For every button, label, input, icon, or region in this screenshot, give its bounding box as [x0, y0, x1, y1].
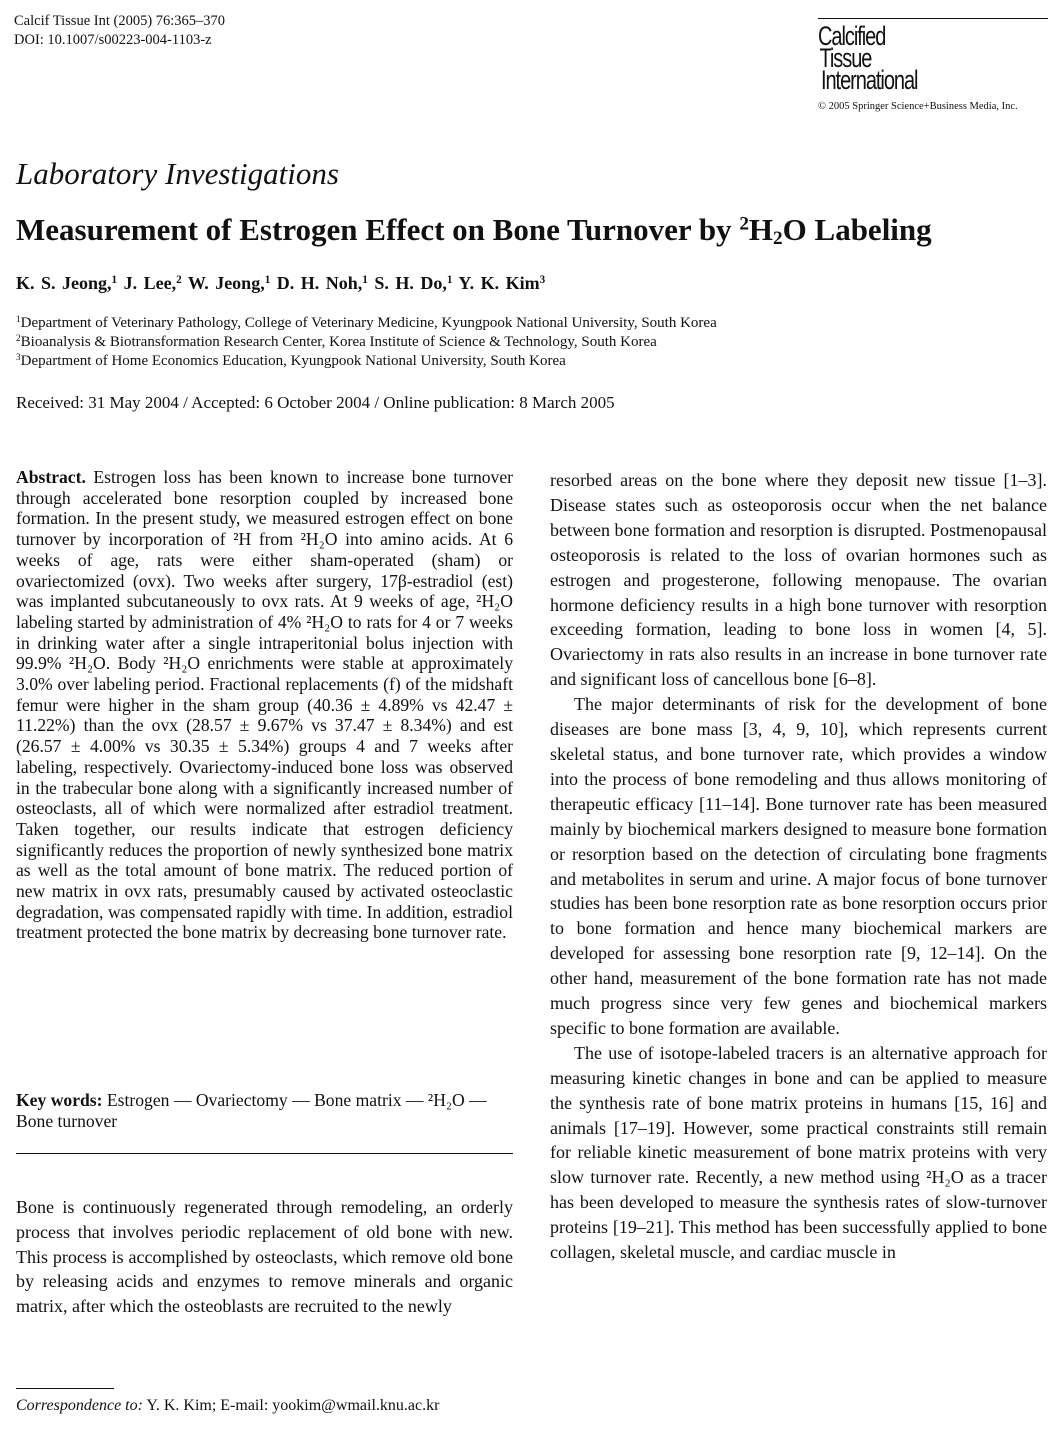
affiliation-text: Bioanalysis & Biotransformation Research Center, Korea Institute of Science & Technology, South Korea: [20, 334, 657, 350]
affiliation: [16, 333, 717, 352]
author-name: S. H. Do,: [374, 273, 447, 293]
author-affiliation-mark: 3: [539, 273, 546, 286]
intro-paragraph: Bone is continuously regenerated through remodeling, an orderly process that involves periodic replacement of old bone with new. This process is accomplished by osteoclasts, which remove old bone by releasing acids and enzymes to remove minerals and organic matrix, after which the osteoblasts are recruited to the newly: [16, 1197, 513, 1317]
right-column: [550, 468, 1047, 1265]
doi-line: DOI: 10.1007/s00223-004-1103-z: [14, 32, 212, 48]
body-paragraph: The use of isotope-labeled tracers is an alternative approach for measuring kinetic changes in bone and can be applied to measure the synthesis rate of bone matrix proteins in humans [15, 16] and animals [17–19]. However, some practical constraints still remain for reliable kinetic measurement of bone matrix proteins with very slow turnover rate. Recently, a new method using ²H₂O as a tracer has been developed to measure the synthesis rates of slow-turnover proteins [19–21]. This method has been successfully applied to bone collagen, skeletal muscle, and cardiac muscle in: [550, 1042, 1047, 1263]
author-name: D. H. Noh,: [276, 273, 363, 293]
copyright-notice: © 2005 Springer Science+Business Media, Inc.: [818, 101, 1018, 112]
title-superscript: 2: [739, 213, 749, 235]
author-name: Y. K. Kim: [458, 273, 540, 293]
citation-line: Calcif Tissue Int (2005) 76:365–370: [14, 13, 226, 29]
section-divider: [16, 1153, 513, 1154]
affiliation: [16, 352, 717, 371]
affiliation-number: 1: [16, 314, 21, 325]
abstract: [16, 467, 513, 943]
correspondence-text: Y. K. Kim; E-mail: yookim@wmail.knu.ac.kr: [146, 1397, 440, 1414]
body-paragraph: resorbed areas on the bone where they deposit new tissue [1–3]. Disease states such as osteoporosis occur when the net balance between bone formation and resorption is disrupted. Postmenopausal osteoporosis is related to the loss of ovarian hormones such as estrogen and progesterone, following menopause. The ovarian hormone deficiency results in a high bone turnover with resorption exceeding formation, leading to bone loss in women [4, 5]. Ovariectomy in rats also results in an increase in bone turnover rate and significant loss of cancellous bone [6–8].: [550, 470, 1047, 690]
footnote-rule: [16, 1388, 114, 1389]
body-paragraph: The major determinants of risk for the development of bone diseases are bone mass [3, 4, 9, 10], which represents current skeletal status, and bone turnover rate, which provides a window into the process of bone remodeling and thus allows monitoring of therapeutic efficacy [11–14]. Bone turnover rate has been measured mainly by biochemical markers designed to measure bone formation or resorption based on the detection of circulating bone fragments and metabolites in serum and urine. A major focus of bone turnover studies has been bone resorption rate as bone resorption occurs prior to bone formation and hence many biochemical markers are developed for assessing bone resorption rate [9, 12–14]. On the other hand, measurement of the bone formation rate has not made much progress since very few genes and biochemical markers specific to bone formation are available.: [550, 694, 1047, 1038]
author-affiliation-mark: 2: [176, 273, 182, 286]
affiliation-text: Department of Veterinary Pathology, College of Veterinary Medicine, Kyungpook National University, South Korea: [20, 315, 717, 331]
correspondence-label: Correspondence to:: [16, 1397, 143, 1414]
keywords-text: Estrogen — Ovariectomy — Bone matrix — ²H₂O — Bone turnover: [16, 1090, 487, 1131]
correspondence-footnote: [16, 1397, 513, 1416]
journal-logo: [818, 18, 1050, 112]
author-name: J. Lee,: [123, 273, 177, 293]
author-list: [16, 273, 545, 294]
author-affiliation-mark: 1: [446, 273, 453, 286]
abstract-text: Estrogen loss has been known to increase bone turnover through accelerated bone resorption coupled by increased bone formation. In the present study, we measured estrogen effect on bone turnover by incorporation of ²H from ²H₂O into amino acids. At 6 weeks of age, rats were either sham-operated (sham) or ovariectomized (ovx). Two weeks after surgery, 17β-estradiol (est) was implanted subcutaneously to ovx rats. At 9 weeks of age, ²H₂O labeling started by administration of 4% ²H₂O to rats for 4 or 7 weeks in drinking water after a single intraperitonial bolus injection with 99.9% ²H₂O. Body ²H₂O enrichments were stable at approximately 3.0% over labeling period. Fractional replacements (f) of the midshaft femur were higher in the sham group (40.36 ± 4.89% vs 42.47 ± 11.22%) than the ovx (28.57 ± 9.67% vs 37.47 ± 8.34%) and est (26.57 ± 4.00% vs 30.35 ± 5.34%) groups 4 and 7 weeks after labeling, respectively. Ovariectomy-induced bone loss was observed in the trabecular bone along with a significantly increased number of osteoclasts, all of which were normalized after estradiol treatment. Taken together, our results indicate that estrogen deficiency significantly reduces the proportion of newly synthesized bone matrix as well as the total amount of bone matrix. The reduced portion of new matrix in ovx rats, presumably caused by activated osteoclastic degradation, was compensated rapidly with time. In addition, estradiol treatment protected the bone matrix by decreasing bone turnover rate.: [16, 467, 514, 943]
affiliation-list: [16, 314, 717, 371]
author-affiliation-mark: 1: [111, 273, 118, 286]
logo-word: Calcified: [818, 21, 886, 51]
article-title: [16, 212, 932, 248]
affiliation-number: 3: [16, 352, 21, 363]
logo-word: International: [820, 65, 918, 95]
title-text: O Labeling: [782, 212, 932, 247]
title-subscript: 2: [773, 227, 783, 249]
author-name: W. Jeong,: [187, 273, 265, 293]
keywords: [16, 1090, 513, 1132]
logo-word: Tissue: [819, 43, 872, 73]
author-affiliation-mark: 1: [264, 273, 271, 286]
section-label: Laboratory Investigations: [16, 156, 339, 191]
logo-rule: [818, 18, 1048, 19]
citation-block: [14, 12, 225, 50]
keywords-heading: Key words:: [16, 1090, 103, 1110]
abstract-heading: Abstract.: [16, 467, 86, 487]
affiliation-text: Department of Home Economics Education, Kyungpook National University, South Korea: [20, 353, 566, 369]
title-text: Measurement of Estrogen Effect on Bone Turnover by: [16, 212, 740, 247]
author-affiliation-mark: 1: [362, 273, 368, 286]
author-name: K. S. Jeong,: [16, 273, 112, 293]
affiliation-number: 2: [16, 333, 21, 344]
publication-dates: Received: 31 May 2004 / Accepted: 6 October 2004 / Online publication: 8 March 2005: [16, 393, 615, 412]
affiliation: [16, 314, 717, 333]
title-text: H: [748, 212, 774, 247]
